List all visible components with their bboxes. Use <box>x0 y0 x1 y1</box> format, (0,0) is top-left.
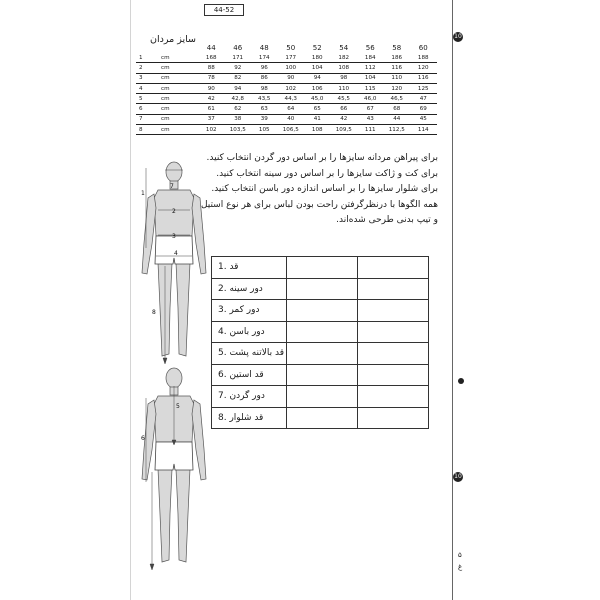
measurement-entry[interactable] <box>358 364 429 386</box>
measurement-table-body <box>212 257 429 429</box>
size-value-cell: 125 <box>410 83 437 93</box>
row-number: 8 <box>136 125 161 135</box>
size-value-cell: 37 <box>198 114 225 124</box>
page-marker-bottom: 10 <box>454 473 462 480</box>
size-value-cell: 120 <box>384 83 411 93</box>
size-row <box>136 94 437 104</box>
size-value-cell: 39 <box>251 114 278 124</box>
size-value-cell: 112,5 <box>384 125 411 135</box>
size-value-cell: 41 <box>304 114 331 124</box>
size-value-cell: 111 <box>357 125 384 135</box>
measurement-entry[interactable] <box>358 278 429 300</box>
size-value-cell: 88 <box>198 63 225 73</box>
size-value-cell: 94 <box>225 83 252 93</box>
size-value-cell: 65 <box>304 104 331 114</box>
size-range-tab: 44-52 <box>204 4 244 16</box>
size-value-cell: 86 <box>251 73 278 83</box>
unit-cell: cm <box>161 94 198 104</box>
unit-cell: cm <box>161 125 198 135</box>
measurement-label: قد .1 <box>212 257 287 279</box>
size-table-body <box>136 53 437 135</box>
measurement-row <box>212 343 429 365</box>
size-table <box>136 43 437 135</box>
size-value-cell: 42 <box>198 94 225 104</box>
size-header-cell: 56 <box>365 44 375 52</box>
size-value-cell: 90 <box>198 83 225 93</box>
edge-char: ۵ <box>458 551 462 559</box>
size-value-cell: 43,5 <box>251 94 278 104</box>
size-value-cell: 108 <box>331 63 358 73</box>
size-value-cell: 66 <box>331 104 358 114</box>
size-value-cell: 38 <box>225 114 252 124</box>
size-value-cell: 174 <box>251 53 278 63</box>
row-number: 2 <box>136 63 161 73</box>
measurement-row <box>212 257 429 279</box>
edge-char: غ <box>458 563 463 571</box>
size-value-cell: 184 <box>357 53 384 63</box>
size-value-cell: 108 <box>304 125 331 135</box>
measurement-entry[interactable] <box>358 300 429 322</box>
size-value-cell: 78 <box>198 73 225 83</box>
size-value-cell: 120 <box>410 63 437 73</box>
size-value-cell: 110 <box>331 83 358 93</box>
size-value-cell: 63 <box>251 104 278 114</box>
size-value-cell: 105 <box>251 125 278 135</box>
page-title: سایز مردان <box>150 34 196 45</box>
size-value-cell: 116 <box>384 63 411 73</box>
measurement-label: قد شلوار .8 <box>212 407 287 429</box>
size-value-cell: 116 <box>410 73 437 83</box>
size-value-cell: 42,8 <box>225 94 252 104</box>
measurement-label: دور سینه .2 <box>212 278 287 300</box>
size-value-cell: 109,5 <box>331 125 358 135</box>
measurement-entry[interactable] <box>358 343 429 365</box>
size-value-cell: 112 <box>357 63 384 73</box>
measurement-entry[interactable] <box>287 343 358 365</box>
measurement-entry[interactable] <box>287 407 358 429</box>
size-value-cell: 61 <box>198 104 225 114</box>
row-number: 4 <box>136 83 161 93</box>
size-header-cell: 48 <box>259 44 269 52</box>
front-body-figure <box>138 158 210 370</box>
size-value-cell: 102 <box>198 125 225 135</box>
page-marker: 10 <box>454 33 462 40</box>
size-value-cell: 180 <box>304 53 331 63</box>
size-value-cell: 168 <box>198 53 225 63</box>
size-value-cell: 42 <box>331 114 358 124</box>
size-value-cell: 62 <box>225 104 252 114</box>
measurement-label: دور کمر .3 <box>212 300 287 322</box>
size-value-cell: 104 <box>304 63 331 73</box>
size-value-cell: 82 <box>225 73 252 83</box>
unit-cell: cm <box>161 73 198 83</box>
size-value-cell: 44,3 <box>278 94 305 104</box>
size-value-cell: 94 <box>304 73 331 83</box>
size-row <box>136 73 437 83</box>
size-value-cell: 182 <box>331 53 358 63</box>
size-value-cell: 45,5 <box>331 94 358 104</box>
size-value-cell: 64 <box>278 104 305 114</box>
measurement-entry[interactable] <box>287 257 358 279</box>
size-value-cell: 90 <box>278 73 305 83</box>
measurement-entry[interactable] <box>287 321 358 343</box>
measurement-row <box>212 278 429 300</box>
size-value-cell: 67 <box>357 104 384 114</box>
measurement-row <box>212 300 429 322</box>
row-number: 5 <box>136 94 161 104</box>
measurement-row <box>212 321 429 343</box>
measurement-label: دور باسن .4 <box>212 321 287 343</box>
size-value-cell: 92 <box>225 63 252 73</box>
size-row <box>136 83 437 93</box>
size-header-cell: 52 <box>312 44 322 52</box>
size-value-cell: 98 <box>251 83 278 93</box>
size-header-cell: 44 <box>206 44 216 52</box>
figure-label: 2 <box>172 208 176 215</box>
size-value-cell: 177 <box>278 53 305 63</box>
size-value-cell: 68 <box>384 104 411 114</box>
size-row <box>136 125 437 135</box>
instructions-paragraph: برای پیراهن مردانه سایزها را بر اساس دور گردن انتخاب کنید. برای کت و ژاکت سایزها را بر اساس دور سینه انتخاب کنید. برای شلوار سایزها را بر اساس اندازه دور باسن انتخاب کنید. همه الگوها با درنظرگرفتن راحت بودن لباس برای هر نوع استیل و تیپ بدنی طرحی شده‌اند. <box>200 153 438 225</box>
measurement-table <box>211 256 429 429</box>
size-header-cell: 50 <box>286 44 296 52</box>
figure-label: 6 <box>141 435 145 442</box>
size-value-cell: 40 <box>278 114 305 124</box>
measurement-entry[interactable] <box>358 386 429 408</box>
figure-label: 4 <box>174 250 178 257</box>
unit-cell: cm <box>161 83 198 93</box>
size-header-cell: 46 <box>233 44 243 52</box>
unit-cell: cm <box>161 53 198 63</box>
measurement-label: قد بالاتنه پشت .5 <box>212 343 287 365</box>
size-value-cell: 45,0 <box>304 94 331 104</box>
size-row <box>136 63 437 73</box>
size-value-cell: 69 <box>410 104 437 114</box>
size-value-cell: 114 <box>410 125 437 135</box>
figure-label: 5 <box>176 403 180 410</box>
size-value-cell: 96 <box>251 63 278 73</box>
adjacent-page <box>448 0 600 600</box>
row-number: 1 <box>136 53 161 63</box>
size-value-cell: 47 <box>410 94 437 104</box>
size-value-cell: 44 <box>384 114 411 124</box>
size-value-cell: 103,5 <box>225 125 252 135</box>
figure-label: 7 <box>170 183 174 190</box>
measurement-entry[interactable] <box>358 321 429 343</box>
figure-label: 1 <box>141 190 145 197</box>
size-header-row <box>136 43 437 53</box>
size-value-cell: 100 <box>278 63 305 73</box>
size-header-cell: 60 <box>418 44 428 52</box>
measurement-label: دور گردن .7 <box>212 386 287 408</box>
measurement-entry[interactable] <box>287 386 358 408</box>
size-header-cell: 58 <box>392 44 402 52</box>
measurement-row <box>212 364 429 386</box>
unit-cell: cm <box>161 114 198 124</box>
size-header-cell: 54 <box>339 44 349 52</box>
row-number: 6 <box>136 104 161 114</box>
size-row <box>136 114 437 124</box>
size-row <box>136 104 437 114</box>
size-value-cell: 115 <box>357 83 384 93</box>
measurement-label: قد استین .6 <box>212 364 287 386</box>
measurement-entry[interactable] <box>287 364 358 386</box>
page-edge-line <box>452 0 453 600</box>
measurement-entry[interactable] <box>287 278 358 300</box>
size-value-cell: 188 <box>410 53 437 63</box>
size-value-cell: 110 <box>384 73 411 83</box>
measurement-entry[interactable] <box>287 300 358 322</box>
margin-dot <box>458 378 464 384</box>
size-value-cell: 98 <box>331 73 358 83</box>
unit-cell: cm <box>161 104 198 114</box>
unit-cell: cm <box>161 63 198 73</box>
measurement-entry[interactable] <box>358 257 429 279</box>
size-value-cell: 102 <box>278 83 305 93</box>
measurement-row <box>212 407 429 429</box>
figure-label: 8 <box>152 309 156 316</box>
size-value-cell: 106,5 <box>278 125 305 135</box>
size-value-cell: 46,0 <box>357 94 384 104</box>
row-number: 7 <box>136 114 161 124</box>
size-value-cell: 171 <box>225 53 252 63</box>
measurement-row <box>212 386 429 408</box>
back-body-figure <box>138 364 210 576</box>
size-value-cell: 186 <box>384 53 411 63</box>
size-value-cell: 45 <box>410 114 437 124</box>
size-row <box>136 53 437 63</box>
size-value-cell: 46,5 <box>384 94 411 104</box>
size-value-cell: 43 <box>357 114 384 124</box>
figure-label: 3 <box>172 233 176 240</box>
size-value-cell: 104 <box>357 73 384 83</box>
size-value-cell: 106 <box>304 83 331 93</box>
row-number: 3 <box>136 73 161 83</box>
measurement-entry[interactable] <box>358 407 429 429</box>
